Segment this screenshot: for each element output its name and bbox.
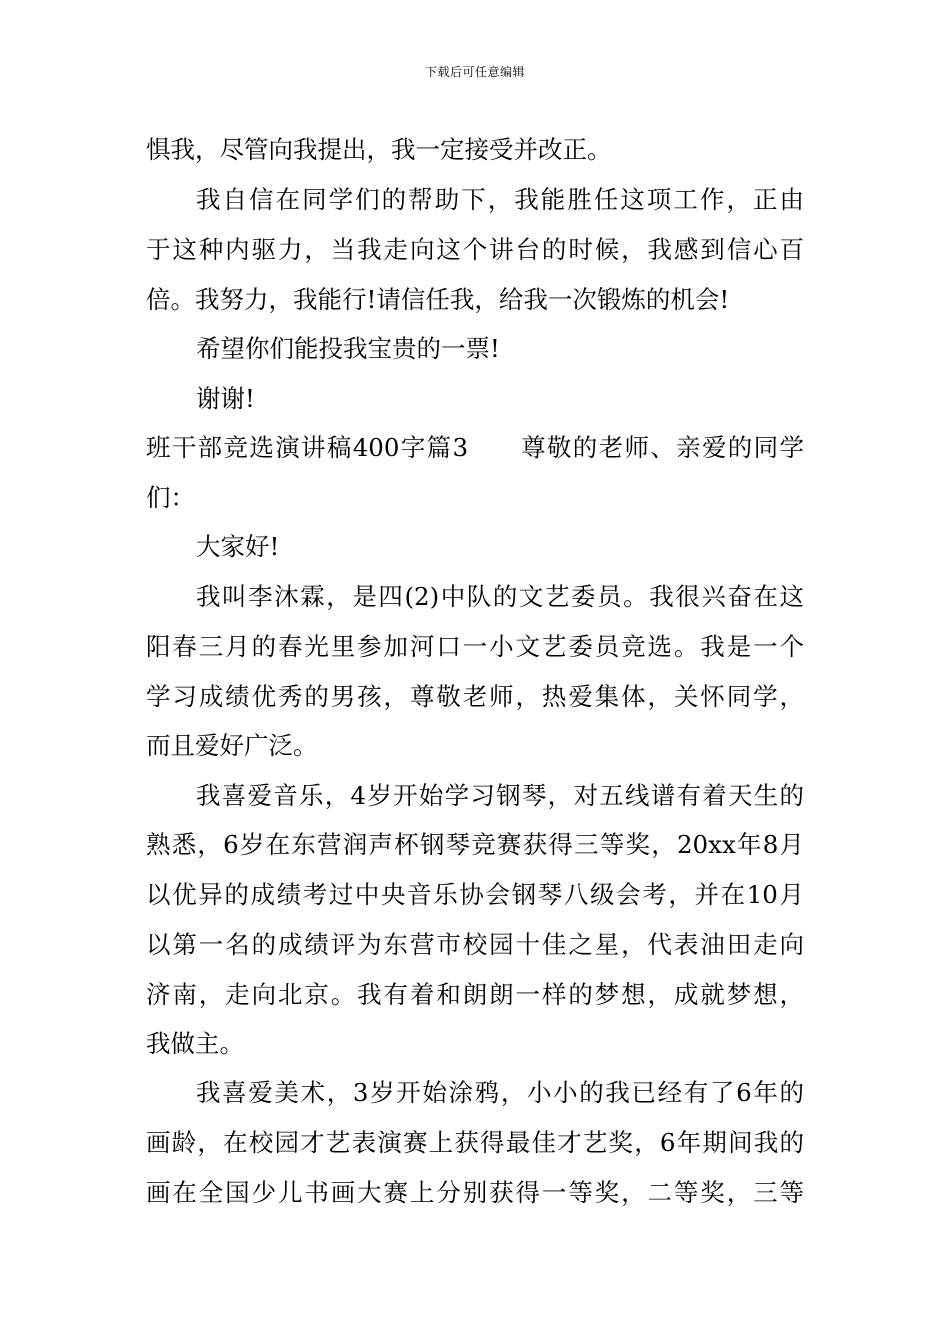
text-line: 以第一名的成绩评为东营市校园十佳之星，代表油田走向 xyxy=(146,930,804,959)
text-line: 希望你们能投我宝贵的一票! xyxy=(196,334,500,363)
text-line: 学习成绩优秀的男孩，尊敬老师，热爱集体，关怀同学， xyxy=(146,682,804,711)
section-heading-line: 班干部竞选演讲稿400字篇3 尊敬的老师、亲爱的同学 xyxy=(146,433,804,462)
text-line: 阳春三月的春光里参加河口一小文艺委员竞选。我是一个 xyxy=(146,632,804,661)
text-line: 我自信在同学们的帮助下，我能胜任这项工作，正由 xyxy=(196,185,804,214)
text-line: 熟悉，6岁在东营润声杯钢琴竞赛获得三等奖，20xx年8月 xyxy=(146,830,804,859)
text-line: 而且爱好广泛。 xyxy=(146,731,318,760)
text-line: 以优异的成绩考过中央音乐协会钢琴八级会考，并在10月 xyxy=(146,880,804,909)
text-line: 惧我，尽管向我提出，我一定接受并改正。 xyxy=(146,135,612,164)
text-line: 们： xyxy=(146,483,195,512)
text-line: 大家好! xyxy=(196,532,280,561)
text-line: 画龄，在校园才艺表演赛上获得最佳才艺奖，6年期间我的 xyxy=(146,1128,804,1157)
text-line: 于这种内驱力，当我走向这个讲台的时候，我感到信心百 xyxy=(146,235,804,264)
text-line: 济南，走向北京。我有着和朗朗一样的梦想，成就梦想， xyxy=(146,980,804,1009)
text-line: 我做主。 xyxy=(146,1029,244,1058)
page-header: 下载后可任意编辑 xyxy=(424,65,525,79)
text-line: 倍。我努力，我能行!请信任我，给我一次锻炼的机会! xyxy=(146,285,730,314)
text-line: 谢谢! xyxy=(196,384,255,413)
text-line: 我叫李沐霖，是四(2)中队的文艺委员。我很兴奋在这 xyxy=(196,582,804,611)
text-line: 我喜爱音乐，4岁开始学习钢琴，对五线谱有着天生的 xyxy=(196,781,804,810)
text-line: 我喜爱美术，3岁开始涂鸦，小小的我已经有了6年的 xyxy=(196,1078,804,1107)
text-line: 画在全国少儿书画大赛上分别获得一等奖，二等奖，三等 xyxy=(146,1178,804,1207)
